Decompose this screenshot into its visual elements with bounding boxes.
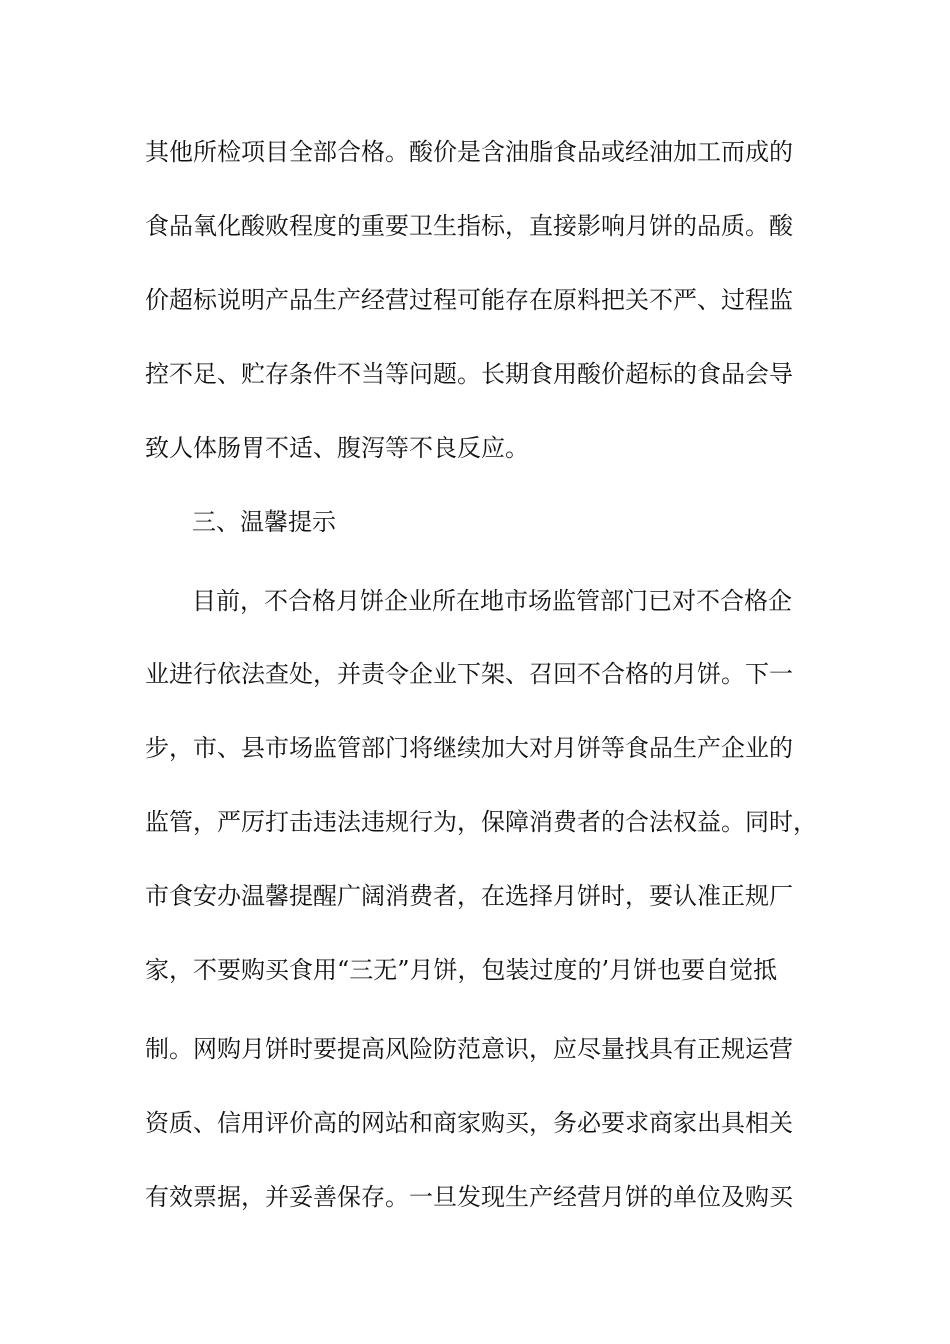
paragraph-2-line-2: 业进行依法查处，并责令企业下架、召回不合格的月饼。下一 [145,660,793,688]
section-heading: 三、温馨提示 [192,508,336,536]
paragraph-1-line-1: 其他所检项目全部合格。酸价是含油脂食品或经油加工而成的 [145,138,793,166]
paragraph-2-line-9: 有效票据，并妥善保存。一旦发现生产经营月饼的单位及购买 [145,1183,793,1211]
paragraph-2-line-5: 市食安办温馨提醒广阔消费者，在选择月饼时，要认准正规厂 [145,882,793,910]
paragraph-2-line-4: 监管，严厉打击违法违规行为，保障消费者的合法权益。同时， [145,808,817,836]
paragraph-2-line-6: 家，不要购买食用“三无”月饼，包装过度的’月饼也要自觉抵 [145,956,778,984]
paragraph-1-line-3: 价超标说明产品生产经营过程可能存在原料把关不严、过程监 [145,286,793,314]
paragraph-2-line-7: 制。网购月饼时要提高风险防范意识，应尽量找具有正规运营 [145,1035,793,1063]
paragraph-2-line-8: 资质、信用评价高的网站和商家购买，务必要求商家出具相关 [145,1109,793,1137]
paragraph-1-line-5: 致人体肠胃不适、腹泻等不良反应。 [145,434,529,462]
paragraph-2-line-3: 步，市、县市场监管部门将继续加大对月饼等食品生产企业的 [145,734,793,762]
paragraph-1-line-4: 控不足、贮存条件不当等问题。长期食用酸价超标的食品会导 [145,360,793,388]
paragraph-2-line-1: 目前，不合格月饼企业所在地市场监管部门已对不合格企 [192,587,792,615]
paragraph-1-line-2: 食品氧化酸败程度的重要卫生指标，直接影响月饼的品质。酸 [145,212,793,240]
